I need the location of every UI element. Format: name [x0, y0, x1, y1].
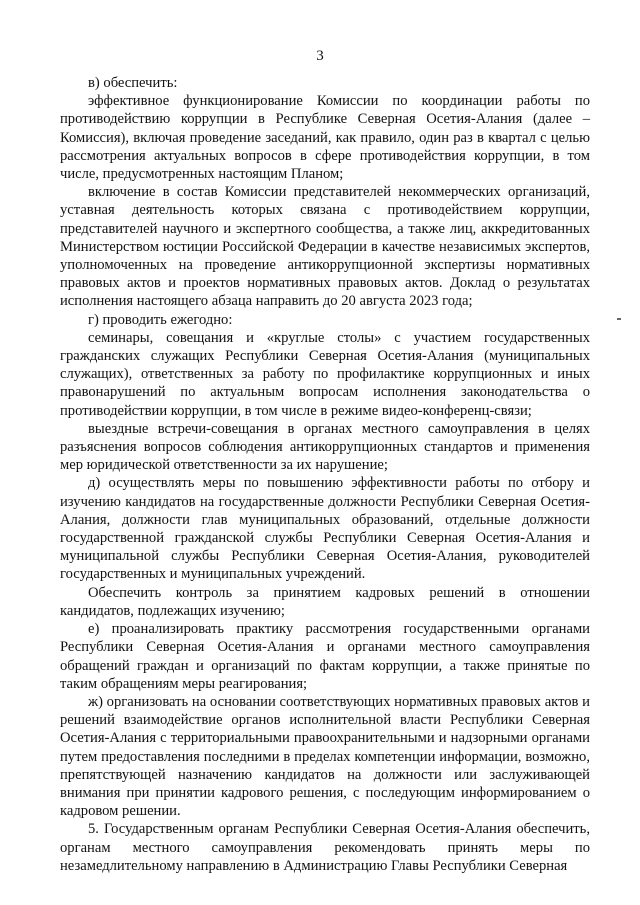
paragraph-seminars: семинары, совещания и «круглые столы» с участием государственных гражданских служащих Республики Северная Осетия-Алания (муниципальных служащих), ответственных за работу по профилактике коррупционных и иных правонарушений по актуальным вопросам исполнения законодательства о противодействии коррупции, в том числе в режиме видео-конференц-связи; — [60, 329, 590, 419]
paragraph-commission-functioning: эффективное функционирование Комиссии по координации работы по противодействию коррупции в Республике Северная Осетия-Алания (далее – Комиссия), включая проведение заседаний, как правило, один раз в квартал с целью рассмотрения актуальных вопросов в сфере противодействия коррупции, в том числе, предусмотренных настоящим Планом; — [60, 93, 590, 183]
document-body — [60, 74, 590, 875]
paragraph-field-meetings: выездные встречи-совещания в органах местного самоуправления в целях разъяснения вопросов соблюдения антикоррупционных стандартов и применения мер юридической ответственности за их нарушение; — [60, 420, 590, 474]
paragraph-e-appeals-analysis: е) проанализировать практику рассмотрения государственными органами Республики Северная Осетия-Алания и органами местного самоуправления обращений граждан и организаций по фактам коррупции, а также принятые по таким обращениям меры реагирования; — [60, 621, 590, 692]
scan-artifact — [617, 318, 621, 320]
paragraph-5-state-bodies: 5. Государственным органам Республики Северная Осетия-Алания обеспечить, органам местного самоуправления рекомендовать принять меры по незамедлительному направлению в Администрацию Главы Республики Северная — [60, 821, 590, 874]
paragraph-commission-composition: включение в состав Комиссии представителей некоммерческих организаций, уставная деятельность которых связана с противодействием коррупции, представителей научного и экспертного сообщества, а также лиц, аккредитованных Министерством юстиции Российской Федерации в качестве независимых экспертов, уполномоченных на проведение антикоррупционной экспертизы нормативных правовых актов и проектов нормативных правовых актов. Доклад о результатах исполнения настоящего абзаца направить до 20 августа 2023 года; — [60, 184, 590, 310]
paragraph-d-candidate-selection: д) осуществлять меры по повышению эффективности работы по отбору и изучению кандидатов на государственные должности Республики Северная Осетия-Алания, должности глав муниципальных образований, отдельные должности государственной гражданской службы Республики Северная Осетия-Алания и муниципальной службы Республики Северная Осетия-Алания, руководителей государственных и муниципальных учреждений. — [60, 475, 590, 583]
paragraph-personnel-control: Обеспечить контроль за принятием кадровых решений в отношении кандидатов, подлежащих изучению; — [60, 584, 590, 619]
paragraph-g-heading: г) проводить ежегодно: — [88, 311, 233, 328]
paragraph-zh-interaction: ж) организовать на основании соответствующих нормативных правовых актов и решений взаимодействие органов исполнительной власти Республики Северная Осетия-Алания с территориальными правоохранительными и надзорными органами путем предоставления последними в пределах компетенции информации, возможно, препятствующей назначению кандидатов на должности или заслуживающей внимания при принятии кадрового решения, с последующим информированием о кадровом решении. — [60, 693, 590, 820]
page-number: 3 — [316, 48, 324, 64]
paragraph-v-heading: в) обеспечить: — [88, 75, 178, 91]
